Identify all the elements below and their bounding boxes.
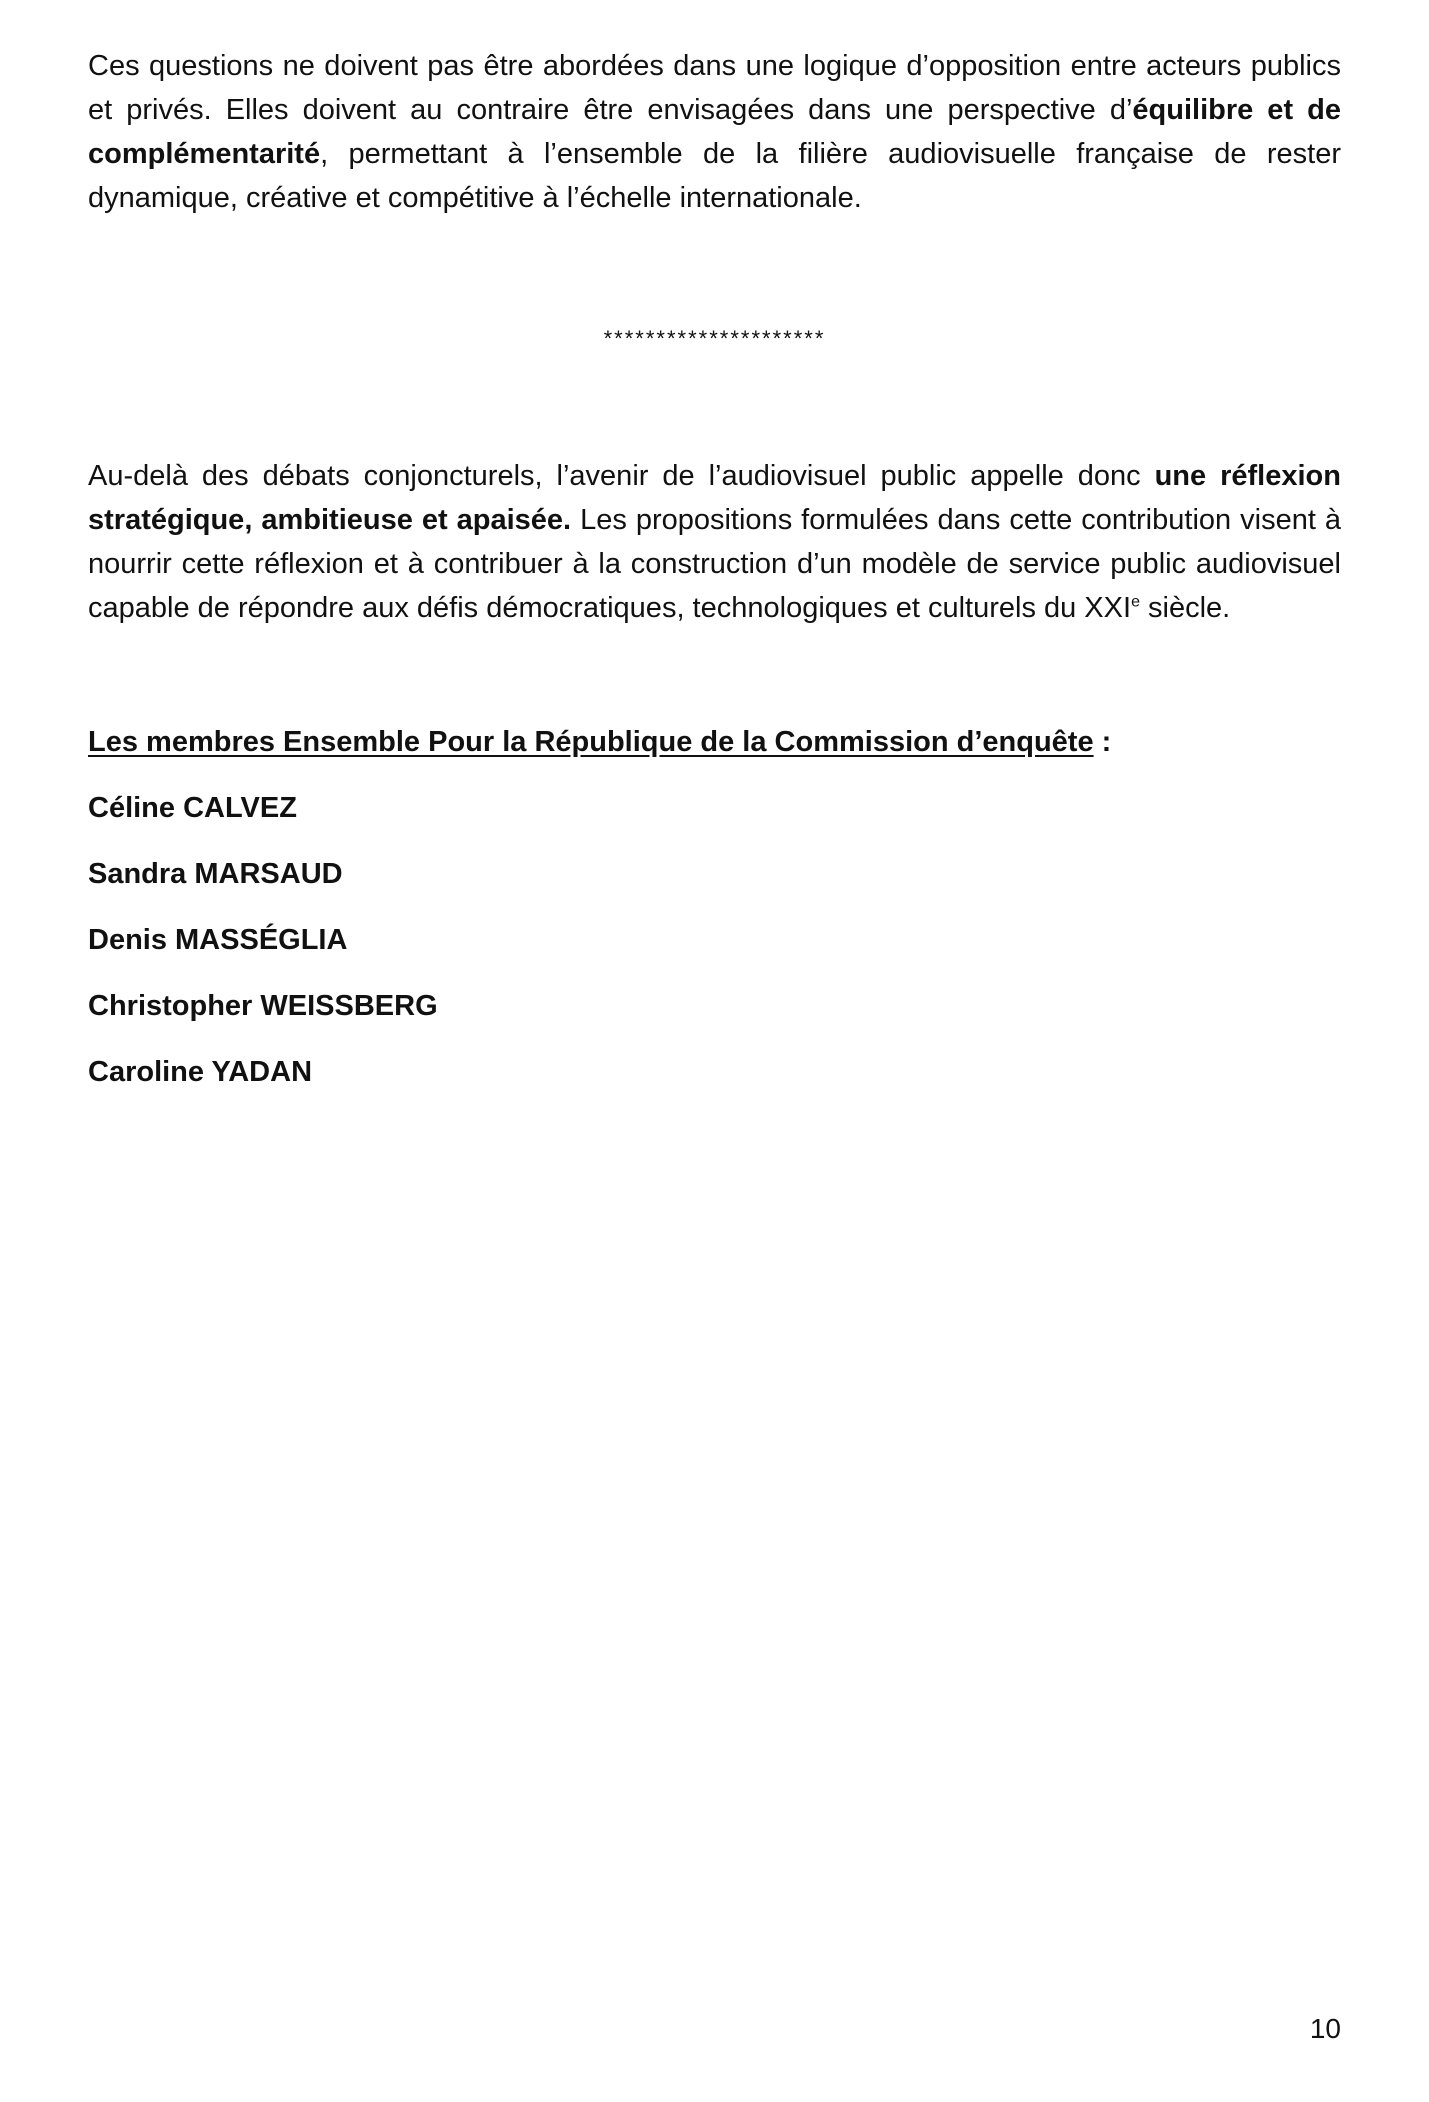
signers-heading	[88, 722, 1341, 762]
paragraph-equilibre	[88, 44, 1341, 220]
signer-name: Sandra MARSAUD	[88, 858, 343, 890]
signer-name: Denis MASSÉGLIA	[88, 924, 348, 956]
paragraph-1-bold-phrase: équilibre et de complémentarité	[88, 94, 1341, 170]
signer-name: Céline CALVEZ	[88, 792, 297, 824]
paragraph-1-text-end: , permettant à l’ensemble de la filière audiovisuelle française de rester dynamique, créative et compétitive à l’échelle internationale.	[88, 138, 1341, 214]
paragraph-reflexion	[88, 454, 1341, 630]
page-number: 10	[1309, 2013, 1341, 2044]
section-separator: *********************	[603, 326, 826, 351]
paragraph-2-text-end: siècle.	[1139, 592, 1231, 624]
signers-list	[88, 788, 1341, 1092]
century-superscript: e	[1131, 593, 1140, 611]
signer-name: Christopher WEISSBERG	[88, 990, 438, 1022]
document-page	[88, 44, 1341, 1092]
paragraph-1-text-start: Ces questions ne doivent pas être abordées dans une logique d’opposition entre acteurs publics et privés. Elles doivent au contraire être envisagées dans une perspective d’	[88, 50, 1341, 126]
signers-heading-text: Les membres Ensemble Pour la République de la Commission d’enquête	[88, 726, 1094, 758]
paragraph-2-bold-phrase: une réflexion stratégique, ambitieuse et apaisée.	[88, 460, 1341, 536]
signers-heading-colon: :	[1093, 726, 1112, 758]
paragraph-2-text-start: Au-delà des débats conjoncturels, l’avenir de l’audiovisuel public appelle donc	[88, 460, 1155, 492]
paragraph-2-text-middle: Les propositions formulées dans cette contribution visent à nourrir cette réflexion et à contribuer à la construction d’un modèle de service public audiovisuel capable de répondre aux défis démocratiques, technologiques et culturels du XXI	[88, 504, 1341, 624]
signer-name: Caroline YADAN	[88, 1056, 313, 1088]
